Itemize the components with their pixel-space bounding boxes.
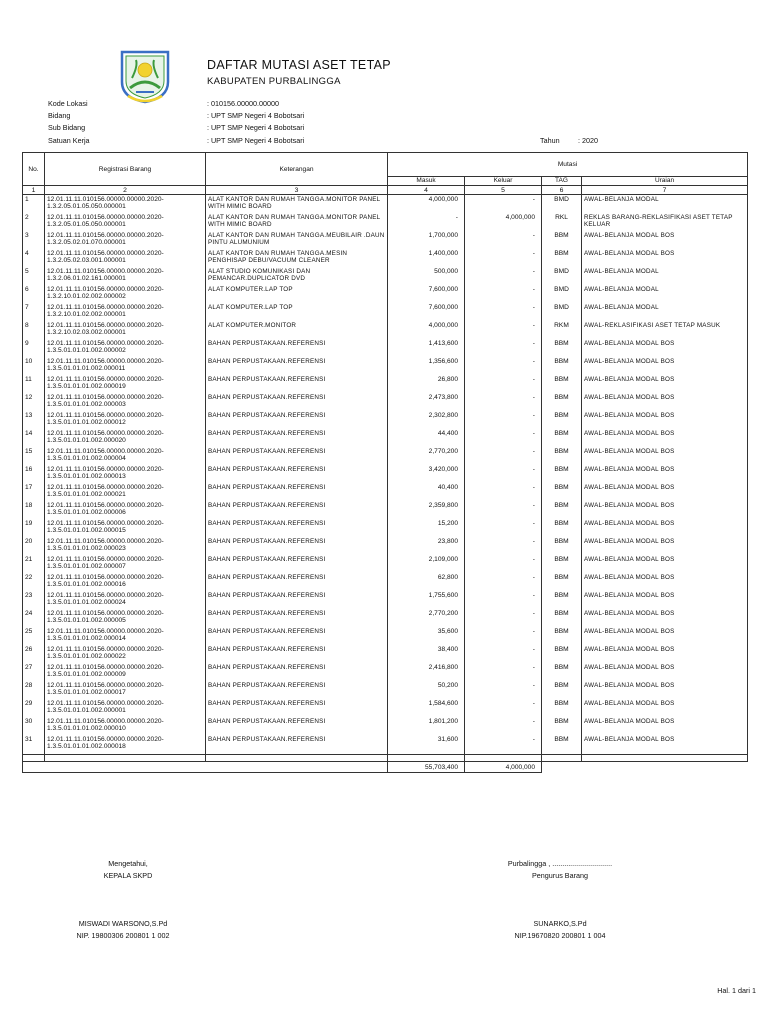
row-keluar: - xyxy=(465,520,542,538)
row-uraian: AWAL-BELANJA MODAL BOS xyxy=(582,250,748,268)
row-no: 23 xyxy=(23,592,45,610)
row-masuk: 1,801,200 xyxy=(388,718,465,736)
row-no: 31 xyxy=(23,736,45,755)
header-registrasi: Registrasi Barang xyxy=(45,153,206,186)
row-masuk: 50,200 xyxy=(388,682,465,700)
row-masuk: 1,400,000 xyxy=(388,250,465,268)
table-row xyxy=(23,394,748,412)
row-registrasi: 12.01.11.11.010156.00000.00000.2020-1.3.2.05.02.01.070.000001 xyxy=(45,232,206,250)
row-keterangan: BAHAN PERPUSTAKAAN.REFERENSI xyxy=(206,376,388,394)
row-registrasi: 12.01.11.11.010156.00000.00000.2020-1.3.5.01.01.01.002.000003 xyxy=(45,394,206,412)
row-registrasi: 12.01.11.11.010156.00000.00000.2020-1.3.2.10.02.03.002.000001 xyxy=(45,322,206,340)
row-masuk: 26,800 xyxy=(388,376,465,394)
row-registrasi: 12.01.11.11.010156.00000.00000.2020-1.3.5.01.01.01.002.000006 xyxy=(45,502,206,520)
row-registrasi: 12.01.11.11.010156.00000.00000.2020-1.3.5.01.01.01.002.000015 xyxy=(45,520,206,538)
row-uraian: AWAL-BELANJA MODAL BOS xyxy=(582,412,748,430)
table-row xyxy=(23,195,748,215)
row-tag: BBM xyxy=(542,520,582,538)
row-keterangan: BAHAN PERPUSTAKAAN.REFERENSI xyxy=(206,664,388,682)
table-row xyxy=(23,610,748,628)
row-no: 6 xyxy=(23,286,45,304)
total-keluar: 4,000,000 xyxy=(465,762,542,773)
row-uraian: AWAL-BELANJA MODAL BOS xyxy=(582,520,748,538)
row-keluar: - xyxy=(465,646,542,664)
row-no: 10 xyxy=(23,358,45,376)
row-uraian: AWAL-BELANJA MODAL BOS xyxy=(582,574,748,592)
row-masuk: 2,473,800 xyxy=(388,394,465,412)
row-uraian: AWAL-BELANJA MODAL BOS xyxy=(582,484,748,502)
row-registrasi: 12.01.11.11.010156.00000.00000.2020-1.3.5.01.01.01.002.000010 xyxy=(45,718,206,736)
row-keterangan: BAHAN PERPUSTAKAAN.REFERENSI xyxy=(206,538,388,556)
table-row xyxy=(23,214,748,232)
row-keluar: - xyxy=(465,376,542,394)
row-keluar: - xyxy=(465,718,542,736)
header-tag: TAG xyxy=(542,176,582,185)
row-uraian: AWAL-BELANJA MODAL xyxy=(582,195,748,215)
satuan-kerja-value: : UPT SMP Negeri 4 Bobotsari xyxy=(207,136,305,145)
table-row xyxy=(23,250,748,268)
total-row xyxy=(23,762,748,773)
row-keluar: - xyxy=(465,502,542,520)
row-registrasi: 12.01.11.11.010156.00000.00000.2020-1.3.5.01.01.01.002.000004 xyxy=(45,448,206,466)
row-no: 8 xyxy=(23,322,45,340)
row-keluar: - xyxy=(465,304,542,322)
bidang-value: : UPT SMP Negeri 4 Bobotsari xyxy=(207,111,305,120)
row-tag: BBM xyxy=(542,412,582,430)
col-index: 7 xyxy=(582,186,748,195)
row-masuk: 40,400 xyxy=(388,484,465,502)
table-row xyxy=(23,664,748,682)
row-tag: BBM xyxy=(542,358,582,376)
tahun-value: : 2020 xyxy=(578,136,598,145)
row-no: 24 xyxy=(23,610,45,628)
row-no: 19 xyxy=(23,520,45,538)
row-uraian: AWAL-BELANJA MODAL BOS xyxy=(582,646,748,664)
row-keterangan: BAHAN PERPUSTAKAAN.REFERENSI xyxy=(206,646,388,664)
bidang-label: Bidang xyxy=(48,111,71,120)
table-row xyxy=(23,412,748,430)
row-masuk: 2,770,200 xyxy=(388,610,465,628)
col-index: 5 xyxy=(465,186,542,195)
document-title: DAFTAR MUTASI ASET TETAP xyxy=(207,58,391,72)
sign-left-line2: KEPALA SKPD xyxy=(103,871,153,880)
col-index: 3 xyxy=(206,186,388,195)
row-keterangan: BAHAN PERPUSTAKAAN.REFERENSI xyxy=(206,358,388,376)
row-no: 17 xyxy=(23,484,45,502)
row-keterangan: BAHAN PERPUSTAKAAN.REFERENSI xyxy=(206,700,388,718)
header-no: No. xyxy=(23,153,45,186)
row-masuk: 2,416,800 xyxy=(388,664,465,682)
satuan-kerja-label: Satuan Kerja xyxy=(48,136,90,145)
table-row xyxy=(23,736,748,755)
row-no: 22 xyxy=(23,574,45,592)
row-registrasi: 12.01.11.11.010156.00000.00000.2020-1.3.2.10.01.02.002.000001 xyxy=(45,304,206,322)
row-tag: BBM xyxy=(542,538,582,556)
row-tag: BBM xyxy=(542,682,582,700)
tahun-label: Tahun xyxy=(540,136,560,145)
row-tag: BBM xyxy=(542,448,582,466)
row-tag: BMD xyxy=(542,286,582,304)
row-no: 21 xyxy=(23,556,45,574)
col-index: 2 xyxy=(45,186,206,195)
row-keluar: - xyxy=(465,412,542,430)
table-row xyxy=(23,322,748,340)
row-uraian: AWAL-BELANJA MODAL BOS xyxy=(582,502,748,520)
header-keterangan: Keterangan xyxy=(206,153,388,186)
row-registrasi: 12.01.11.11.010156.00000.00000.2020-1.3.5.01.01.01.002.000013 xyxy=(45,466,206,484)
row-uraian: AWAL-BELANJA MODAL BOS xyxy=(582,376,748,394)
row-keluar: - xyxy=(465,286,542,304)
row-keterangan: BAHAN PERPUSTAKAAN.REFERENSI xyxy=(206,736,388,755)
col-index: 4 xyxy=(388,186,465,195)
row-keterangan: BAHAN PERPUSTAKAAN.REFERENSI xyxy=(206,394,388,412)
row-masuk: 7,600,000 xyxy=(388,286,465,304)
row-keterangan: ALAT KANTOR DAN RUMAH TANGGA.MESIN PENGHISAP DEBU/VACUUM CLEANER xyxy=(206,250,388,268)
row-uraian: AWAL-BELANJA MODAL xyxy=(582,304,748,322)
row-registrasi: 12.01.11.11.010156.00000.00000.2020-1.3.5.01.01.01.002.000016 xyxy=(45,574,206,592)
table-row xyxy=(23,592,748,610)
row-uraian: AWAL-BELANJA MODAL BOS xyxy=(582,664,748,682)
sub-bidang-value: : UPT SMP Negeri 4 Bobotsari xyxy=(207,123,305,132)
row-uraian: AWAL-BELANJA MODAL BOS xyxy=(582,358,748,376)
row-registrasi: 12.01.11.11.010156.00000.00000.2020-1.3.2.06.01.02.161.000001 xyxy=(45,268,206,286)
row-uraian: AWAL-BELANJA MODAL BOS xyxy=(582,736,748,755)
row-no: 18 xyxy=(23,502,45,520)
row-registrasi: 12.01.11.11.010156.00000.00000.2020-1.3.5.01.01.01.002.000007 xyxy=(45,556,206,574)
kabupaten-logo-icon xyxy=(118,48,172,104)
row-keluar: - xyxy=(465,556,542,574)
row-keluar: - xyxy=(465,664,542,682)
row-registrasi: 12.01.11.11.010156.00000.00000.2020-1.3.5.01.01.01.002.000022 xyxy=(45,646,206,664)
row-registrasi: 12.01.11.11.010156.00000.00000.2020-1.3.2.05.01.05.050.000001 xyxy=(45,195,206,215)
row-tag: BBM xyxy=(542,628,582,646)
row-uraian: AWAL-BELANJA MODAL BOS xyxy=(582,232,748,250)
header-mutasi: Mutasi xyxy=(388,153,748,177)
col-index: 1 xyxy=(23,186,45,195)
table-row xyxy=(23,682,748,700)
row-tag: BMD xyxy=(542,268,582,286)
row-tag: BBM xyxy=(542,232,582,250)
row-masuk: 1,356,600 xyxy=(388,358,465,376)
row-masuk: 1,755,600 xyxy=(388,592,465,610)
row-uraian: AWAL-BELANJA MODAL BOS xyxy=(582,430,748,448)
row-tag: BBM xyxy=(542,430,582,448)
row-tag: BBM xyxy=(542,466,582,484)
row-keluar: - xyxy=(465,232,542,250)
row-keterangan: ALAT KOMPUTER.MONITOR xyxy=(206,322,388,340)
row-uraian: AWAL-BELANJA MODAL BOS xyxy=(582,466,748,484)
sign-right-name: SUNARKO,S.Pd xyxy=(533,919,587,928)
row-uraian: AWAL-BELANJA MODAL BOS xyxy=(582,628,748,646)
row-registrasi: 12.01.11.11.010156.00000.00000.2020-1.3.5.01.01.01.002.000021 xyxy=(45,484,206,502)
row-masuk: 44,400 xyxy=(388,430,465,448)
row-no: 29 xyxy=(23,700,45,718)
sign-left-nip: NIP. 19800306 200801 1 002 xyxy=(76,931,170,940)
row-keluar: - xyxy=(465,610,542,628)
header-uraian: Uraian xyxy=(582,176,748,185)
row-no: 13 xyxy=(23,412,45,430)
row-masuk: 4,000,000 xyxy=(388,195,465,215)
row-uraian: AWAL-BELANJA MODAL BOS xyxy=(582,340,748,358)
table-row xyxy=(23,718,748,736)
row-masuk: 35,600 xyxy=(388,628,465,646)
row-registrasi: 12.01.11.11.010156.00000.00000.2020-1.3.5.01.01.01.002.000001 xyxy=(45,700,206,718)
table-row xyxy=(23,646,748,664)
row-tag: BBM xyxy=(542,376,582,394)
row-keterangan: ALAT KANTOR DAN RUMAH TANGGA.MEUBILAIR .DAUN PINTU ALUMUNIUM xyxy=(206,232,388,250)
row-keluar: - xyxy=(465,340,542,358)
sign-right-line1: Purbalingga , .............................. xyxy=(507,859,613,868)
row-tag: BBM xyxy=(542,574,582,592)
kode-lokasi-label: Kode Lokasi xyxy=(48,99,88,108)
header-masuk: Masuk xyxy=(388,176,465,185)
sign-right-line2: Pengurus Barang xyxy=(532,871,588,880)
row-registrasi: 12.01.11.11.010156.00000.00000.2020-1.3.5.01.01.01.002.000002 xyxy=(45,340,206,358)
row-masuk: 2,359,800 xyxy=(388,502,465,520)
row-tag: BBM xyxy=(542,610,582,628)
row-keterangan: BAHAN PERPUSTAKAAN.REFERENSI xyxy=(206,556,388,574)
row-masuk: 2,302,800 xyxy=(388,412,465,430)
row-keluar: - xyxy=(465,250,542,268)
table-row xyxy=(23,574,748,592)
row-keterangan: BAHAN PERPUSTAKAAN.REFERENSI xyxy=(206,466,388,484)
total-label-cell xyxy=(23,762,388,773)
row-no: 14 xyxy=(23,430,45,448)
row-registrasi: 12.01.11.11.010156.00000.00000.2020-1.3.5.01.01.01.002.000020 xyxy=(45,430,206,448)
row-uraian: AWAL-REKLASIFIKASI ASET TETAP MASUK xyxy=(582,322,748,340)
row-keluar: - xyxy=(465,195,542,215)
row-keluar: - xyxy=(465,268,542,286)
row-keluar: - xyxy=(465,628,542,646)
row-keterangan: BAHAN PERPUSTAKAAN.REFERENSI xyxy=(206,502,388,520)
row-masuk: 2,770,200 xyxy=(388,448,465,466)
row-keluar: - xyxy=(465,592,542,610)
row-uraian: AWAL-BELANJA MODAL BOS xyxy=(582,394,748,412)
row-uraian: REKLAS BARANG-REKLASIFIKASI ASET TETAP KELUAR xyxy=(582,214,748,232)
row-masuk: 23,800 xyxy=(388,538,465,556)
sign-left-name: MISWADI WARSONO,S.Pd xyxy=(78,919,168,928)
row-registrasi: 12.01.11.11.010156.00000.00000.2020-1.3.5.01.01.01.002.000014 xyxy=(45,628,206,646)
row-uraian: AWAL-BELANJA MODAL BOS xyxy=(582,718,748,736)
row-masuk: 1,413,600 xyxy=(388,340,465,358)
row-keterangan: BAHAN PERPUSTAKAAN.REFERENSI xyxy=(206,484,388,502)
row-keterangan: BAHAN PERPUSTAKAAN.REFERENSI xyxy=(206,682,388,700)
row-keterangan: BAHAN PERPUSTAKAAN.REFERENSI xyxy=(206,592,388,610)
row-no: 11 xyxy=(23,376,45,394)
total-masuk: 55,703,400 xyxy=(388,762,465,773)
row-keluar: - xyxy=(465,394,542,412)
row-keluar: - xyxy=(465,466,542,484)
row-uraian: AWAL-BELANJA MODAL xyxy=(582,286,748,304)
row-keterangan: BAHAN PERPUSTAKAAN.REFERENSI xyxy=(206,448,388,466)
row-masuk: 38,400 xyxy=(388,646,465,664)
row-no: 30 xyxy=(23,718,45,736)
row-registrasi: 12.01.11.11.010156.00000.00000.2020-1.3.5.01.01.01.002.000009 xyxy=(45,664,206,682)
table-row xyxy=(23,700,748,718)
sub-bidang-label: Sub Bidang xyxy=(48,123,86,132)
row-registrasi: 12.01.11.11.010156.00000.00000.2020-1.3.5.01.01.01.002.000024 xyxy=(45,592,206,610)
row-no: 28 xyxy=(23,682,45,700)
table-row xyxy=(23,556,748,574)
row-keterangan: BAHAN PERPUSTAKAAN.REFERENSI xyxy=(206,520,388,538)
row-keluar: - xyxy=(465,430,542,448)
row-keluar: - xyxy=(465,448,542,466)
row-keluar: - xyxy=(465,538,542,556)
row-no: 4 xyxy=(23,250,45,268)
row-keterangan: ALAT KANTOR DAN RUMAH TANGGA.MONITOR PANEL WITH MIMIC BOARD xyxy=(206,214,388,232)
row-tag: BMD xyxy=(542,304,582,322)
row-uraian: AWAL-BELANJA MODAL BOS xyxy=(582,538,748,556)
sign-left-line1: Mengetahui, xyxy=(108,859,148,868)
row-no: 12 xyxy=(23,394,45,412)
row-keluar: - xyxy=(465,700,542,718)
row-no: 5 xyxy=(23,268,45,286)
row-masuk: 31,600 xyxy=(388,736,465,755)
row-uraian: AWAL-BELANJA MODAL BOS xyxy=(582,682,748,700)
row-tag: BBM xyxy=(542,718,582,736)
row-keterangan: BAHAN PERPUSTAKAAN.REFERENSI xyxy=(206,610,388,628)
table-row xyxy=(23,232,748,250)
row-no: 7 xyxy=(23,304,45,322)
table-row xyxy=(23,520,748,538)
row-no: 26 xyxy=(23,646,45,664)
row-registrasi: 12.01.11.11.010156.00000.00000.2020-1.3.5.01.01.01.002.000018 xyxy=(45,736,206,755)
row-keterangan: BAHAN PERPUSTAKAAN.REFERENSI xyxy=(206,412,388,430)
row-uraian: AWAL-BELANJA MODAL BOS xyxy=(582,592,748,610)
row-masuk: 1,700,000 xyxy=(388,232,465,250)
total-empty xyxy=(542,762,748,773)
table-row xyxy=(23,466,748,484)
row-keluar: - xyxy=(465,322,542,340)
row-masuk: 7,600,000 xyxy=(388,304,465,322)
table-row xyxy=(23,268,748,286)
row-tag: BBM xyxy=(542,250,582,268)
row-no: 25 xyxy=(23,628,45,646)
row-no: 2 xyxy=(23,214,45,232)
row-keterangan: BAHAN PERPUSTAKAAN.REFERENSI xyxy=(206,628,388,646)
row-keterangan: BAHAN PERPUSTAKAAN.REFERENSI xyxy=(206,574,388,592)
row-registrasi: 12.01.11.11.010156.00000.00000.2020-1.3.5.01.01.01.002.000023 xyxy=(45,538,206,556)
sign-right-nip: NIP.19670820 200801 1 004 xyxy=(514,931,606,940)
header-keluar: Keluar xyxy=(465,176,542,185)
row-tag: RKL xyxy=(542,214,582,232)
row-keluar: - xyxy=(465,358,542,376)
row-registrasi: 12.01.11.11.010156.00000.00000.2020-1.3.2.10.01.02.002.000002 xyxy=(45,286,206,304)
row-masuk: 3,420,000 xyxy=(388,466,465,484)
row-keterangan: ALAT KOMPUTER.LAP TOP xyxy=(206,286,388,304)
row-keluar: - xyxy=(465,736,542,755)
row-keluar: - xyxy=(465,484,542,502)
row-tag: BBM xyxy=(542,664,582,682)
col-index: 6 xyxy=(542,186,582,195)
table-row xyxy=(23,430,748,448)
row-keterangan: ALAT KOMPUTER.LAP TOP xyxy=(206,304,388,322)
row-uraian: AWAL-BELANJA MODAL BOS xyxy=(582,610,748,628)
row-uraian: AWAL-BELANJA MODAL BOS xyxy=(582,700,748,718)
row-uraian: AWAL-BELANJA MODAL BOS xyxy=(582,556,748,574)
row-no: 20 xyxy=(23,538,45,556)
row-no: 1 xyxy=(23,195,45,215)
row-tag: BBM xyxy=(542,502,582,520)
row-tag: BBM xyxy=(542,700,582,718)
row-tag: BBM xyxy=(542,592,582,610)
table-row xyxy=(23,340,748,358)
row-no: 15 xyxy=(23,448,45,466)
row-keterangan: BAHAN PERPUSTAKAAN.REFERENSI xyxy=(206,340,388,358)
document-subtitle: KABUPATEN PURBALINGGA xyxy=(207,76,341,87)
row-registrasi: 12.01.11.11.010156.00000.00000.2020-1.3.2.05.02.03.001.000001 xyxy=(45,250,206,268)
row-keluar: - xyxy=(465,682,542,700)
row-tag: RKM xyxy=(542,322,582,340)
row-tag: BBM xyxy=(542,394,582,412)
table-row xyxy=(23,448,748,466)
mutasi-table xyxy=(22,152,748,773)
row-registrasi: 12.01.11.11.010156.00000.00000.2020-1.3.5.01.01.01.002.000012 xyxy=(45,412,206,430)
row-tag: BMD xyxy=(542,195,582,215)
table-row xyxy=(23,628,748,646)
row-masuk: 2,109,000 xyxy=(388,556,465,574)
row-masuk: 4,000,000 xyxy=(388,322,465,340)
row-tag: BBM xyxy=(542,646,582,664)
row-tag: BBM xyxy=(542,556,582,574)
row-registrasi: 12.01.11.11.010156.00000.00000.2020-1.3.5.01.01.01.002.000011 xyxy=(45,358,206,376)
table-row xyxy=(23,484,748,502)
page-number: Hal. 1 dari 1 xyxy=(717,986,756,995)
row-no: 16 xyxy=(23,466,45,484)
row-uraian: AWAL-BELANJA MODAL xyxy=(582,268,748,286)
row-tag: BBM xyxy=(542,340,582,358)
table-row xyxy=(23,286,748,304)
row-keterangan: BAHAN PERPUSTAKAAN.REFERENSI xyxy=(206,430,388,448)
row-keluar: - xyxy=(465,574,542,592)
row-no: 3 xyxy=(23,232,45,250)
table-row xyxy=(23,358,748,376)
row-registrasi: 12.01.11.11.010156.00000.00000.2020-1.3.5.01.01.01.002.000017 xyxy=(45,682,206,700)
row-keterangan: BAHAN PERPUSTAKAAN.REFERENSI xyxy=(206,718,388,736)
table-row xyxy=(23,304,748,322)
row-masuk: 500,000 xyxy=(388,268,465,286)
row-registrasi: 12.01.11.11.010156.00000.00000.2020-1.3.5.01.01.01.002.000019 xyxy=(45,376,206,394)
table-row xyxy=(23,538,748,556)
row-masuk: - xyxy=(388,214,465,232)
row-tag: BBM xyxy=(542,736,582,755)
row-keluar: 4,000,000 xyxy=(465,214,542,232)
row-masuk: 15,200 xyxy=(388,520,465,538)
row-registrasi: 12.01.11.11.010156.00000.00000.2020-1.3.5.01.01.01.002.000005 xyxy=(45,610,206,628)
row-registrasi: 12.01.11.11.010156.00000.00000.2020-1.3.2.05.01.05.050.000001 xyxy=(45,214,206,232)
row-keterangan: ALAT KANTOR DAN RUMAH TANGGA.MONITOR PANEL WITH MIMIC BOARD xyxy=(206,195,388,215)
row-masuk: 1,584,600 xyxy=(388,700,465,718)
row-uraian: AWAL-BELANJA MODAL BOS xyxy=(582,448,748,466)
table-row xyxy=(23,376,748,394)
table-row xyxy=(23,502,748,520)
row-no: 27 xyxy=(23,664,45,682)
row-keterangan: ALAT STUDIO KOMUNIKASI DAN PEMANCAR.DUPLICATOR DVD xyxy=(206,268,388,286)
row-tag: BBM xyxy=(542,484,582,502)
row-no: 9 xyxy=(23,340,45,358)
kode-lokasi-value: : 010156.00000.00000 xyxy=(207,99,279,108)
row-masuk: 62,800 xyxy=(388,574,465,592)
